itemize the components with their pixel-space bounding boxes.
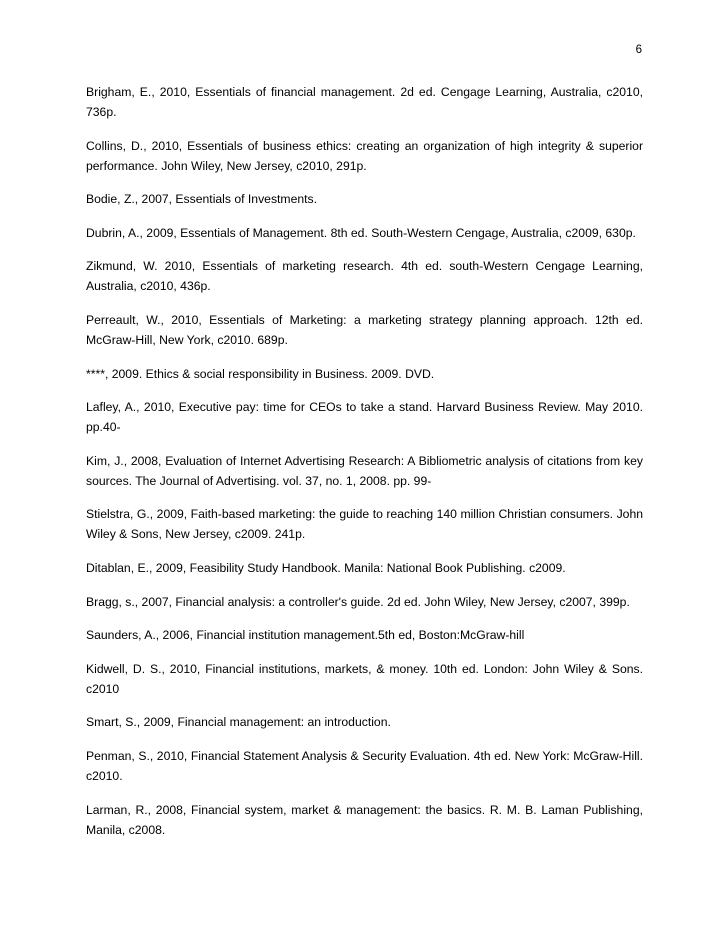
reference-entry: Brigham, E., 2010, Essentials of financial management. 2d ed. Cengage Learning, Australia, c2010, 736p.	[86, 85, 643, 119]
reference-entry: Kim, J., 2008, Evaluation of Internet Advertising Research: A Bibliometric analysis of citations from key sources. The Journal of Advertising. vol. 37, no. 1, 2008. pp. 99-	[86, 453, 643, 488]
reference-entry: Perreault, W., 2010, Essentials of Marketing: a marketing strategy planning approach. 12th ed. McGraw-Hill, New York, c2010. 689p.	[86, 312, 643, 347]
reference-entry: Penman, S., 2010, Financial Statement Analysis & Security Evaluation. 4th ed. New York: McGraw-Hill. c2010.	[86, 748, 643, 783]
reference-entry: Kidwell, D. S., 2010, Financial institutions, markets, & money. 10th ed. London: John Wiley & Sons. c2010	[86, 661, 643, 696]
reference-list	[86, 82, 643, 853]
reference-entry: ****, 2009. Ethics & social responsibility in Business. 2009. DVD.	[86, 366, 435, 381]
reference-entry: Collins, D., 2010, Essentials of business ethics: creating an organization of high integrity & superior performance. John Wiley, New Jersey, c2010, 291p.	[86, 138, 643, 173]
reference-entry: Ditablan, E., 2009, Feasibility Study Handbook. Manila: National Book Publishing. c2009.	[86, 560, 566, 575]
reference-entry: Bodie, Z., 2007, Essentials of Investments.	[86, 192, 318, 207]
reference-entry: Zikmund, W. 2010, Essentials of marketing research. 4th ed. south-Western Cengage Learning, Australia, c2010, 436p.	[86, 259, 643, 294]
reference-entry: Dubrin, A., 2009, Essentials of Management. 8th ed. South-Western Cengage, Australia, c2009, 630p.	[86, 225, 636, 240]
reference-entry: Bragg, s., 2007, Financial analysis: a controller's guide. 2d ed. John Wiley, New Jersey, c2007, 399p.	[86, 594, 630, 609]
reference-entry: Lafley, A., 2010, Executive pay: time for CEOs to take a stand. Harvard Business Review. May 2010. pp.40-	[86, 400, 643, 435]
reference-entry: Smart, S., 2009, Financial management: an introduction.	[86, 715, 391, 730]
reference-entry: Stielstra, G., 2009, Faith-based marketing: the guide to reaching 140 million Christian consumers. John Wiley & Sons, New Jersey, c2009. 241p.	[86, 507, 643, 542]
page-number: 6	[635, 44, 642, 56]
reference-entry: Saunders, A., 2006, Financial institution management.5th ed, Boston:McGraw-hill	[86, 628, 525, 643]
reference-entry: Larman, R., 2008, Financial system, market & management: the basics. R. M. B. Laman Publishing, Manila, c2008.	[86, 802, 643, 837]
